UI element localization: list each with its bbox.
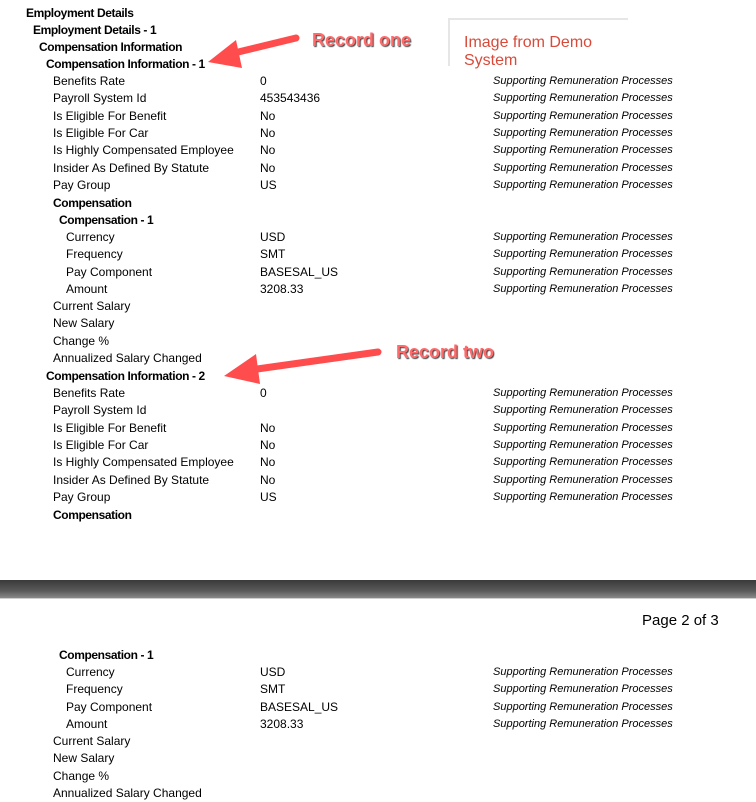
field-label: Amount: [66, 716, 108, 731]
field-value: No: [260, 160, 276, 175]
field-label: Payroll System Id: [53, 403, 147, 418]
field-value: SMT: [260, 247, 286, 262]
field-label: Pay Component: [66, 264, 153, 279]
field-value: No: [260, 125, 276, 140]
field-source: Supporting Remuneration Processes: [493, 438, 673, 451]
field-value: US: [260, 177, 277, 192]
field-label: Is Eligible For Car: [53, 437, 149, 452]
field-label: Amount: [66, 281, 108, 296]
field-label: Payroll System Id: [53, 91, 147, 106]
field-value: US: [260, 489, 277, 504]
demo-image-callout: [448, 18, 628, 69]
field-source: Supporting Remuneration Processes: [493, 248, 673, 261]
field-value: BASESAL_US: [260, 264, 339, 279]
field-source: Supporting Remuneration Processes: [493, 92, 673, 105]
salary-field-label: Change %: [53, 768, 110, 783]
field-source: Supporting Remuneration Processes: [493, 178, 673, 191]
field-source: Supporting Remuneration Processes: [493, 473, 673, 486]
compensation-1-heading-1: Compensation - 1: [59, 213, 154, 227]
record-two-arrow-icon: [218, 340, 388, 390]
compensation-heading-1: Compensation: [53, 196, 132, 210]
demo-image-label: Image from Demo System: [464, 34, 593, 69]
field-value: BASESAL_US: [260, 699, 339, 714]
compensation-1-heading-2: Compensation - 1: [59, 648, 154, 662]
field-source: Supporting Remuneration Processes: [493, 265, 673, 278]
field-source: Supporting Remuneration Processes: [493, 666, 673, 678]
field-label: Pay Component: [66, 699, 153, 714]
field-source: Supporting Remuneration Processes: [493, 126, 673, 139]
field-source: Supporting Remuneration Processes: [493, 144, 673, 157]
field-source: Supporting Remuneration Processes: [493, 231, 673, 243]
compensation-heading-2: Compensation: [53, 508, 132, 522]
field-source: Supporting Remuneration Processes: [493, 387, 673, 399]
salary-field-label: Annualized Salary Changed: [53, 350, 202, 365]
salary-field-label: New Salary: [53, 316, 115, 331]
field-value: No: [260, 437, 276, 452]
field-value: No: [260, 108, 276, 123]
field-label: Frequency: [66, 682, 123, 697]
field-label: Is Eligible For Benefit: [53, 108, 167, 123]
field-source: Supporting Remuneration Processes: [493, 404, 673, 417]
field-source: Supporting Remuneration Processes: [493, 282, 673, 295]
field-value: 3208.33: [260, 716, 304, 731]
page-separator-line: [0, 598, 756, 599]
field-label: Currency: [66, 665, 115, 679]
field-source: Supporting Remuneration Processes: [493, 421, 673, 434]
record-two-label: Record two: [396, 342, 495, 362]
field-source: Supporting Remuneration Processes: [493, 490, 673, 503]
field-label: Pay Group: [53, 177, 111, 192]
field-value: No: [260, 420, 276, 435]
field-source: Supporting Remuneration Processes: [493, 683, 673, 696]
field-label: Is Highly Compensated Employee: [53, 455, 234, 470]
field-source: Supporting Remuneration Processes: [493, 700, 673, 713]
field-source: Supporting Remuneration Processes: [493, 717, 673, 730]
field-label: Pay Group: [53, 489, 111, 504]
field-label: Is Eligible For Benefit: [53, 420, 167, 435]
field-value: No: [260, 455, 276, 470]
field-label: Insider As Defined By Statute: [53, 160, 210, 175]
field-label: Benefits Rate: [53, 386, 126, 400]
field-value: 3208.33: [260, 281, 304, 296]
salary-field-label: Current Salary: [53, 299, 131, 313]
field-value: SMT: [260, 682, 286, 697]
field-value: USD: [260, 230, 286, 244]
record-one-arrow-icon: [200, 28, 300, 74]
field-value: 0: [260, 386, 267, 400]
field-source: Supporting Remuneration Processes: [493, 456, 673, 469]
field-value: 0: [260, 74, 267, 88]
field-label: Frequency: [66, 247, 123, 262]
field-label: Insider As Defined By Statute: [53, 472, 210, 487]
record1-heading: Compensation Information - 1: [46, 57, 205, 71]
page-separator: [0, 580, 756, 598]
section-employment-details-1: Employment Details - 1: [33, 23, 157, 37]
field-value: USD: [260, 665, 286, 679]
field-value: No: [260, 143, 276, 158]
section-compensation-information: Compensation Information: [39, 40, 183, 54]
page-number: Page 2 of 3: [642, 612, 719, 629]
record-one-label: Record one: [312, 30, 412, 50]
salary-field-label: Annualized Salary Changed: [53, 785, 202, 800]
salary-field-label: Change %: [53, 333, 110, 348]
field-source: Supporting Remuneration Processes: [493, 75, 673, 87]
section-employment-details: Employment Details: [26, 6, 134, 20]
field-label: Is Highly Compensated Employee: [53, 143, 234, 158]
field-label: Is Eligible For Car: [53, 125, 149, 140]
field-value: 453543436: [260, 91, 321, 106]
field-label: Benefits Rate: [53, 74, 126, 88]
field-source: Supporting Remuneration Processes: [493, 109, 673, 122]
field-source: Supporting Remuneration Processes: [493, 161, 673, 174]
salary-field-label: Current Salary: [53, 734, 131, 748]
field-label: Currency: [66, 230, 115, 244]
record2-heading: Compensation Information - 2: [46, 369, 205, 383]
salary-field-label: New Salary: [53, 751, 115, 766]
field-value: No: [260, 472, 276, 487]
